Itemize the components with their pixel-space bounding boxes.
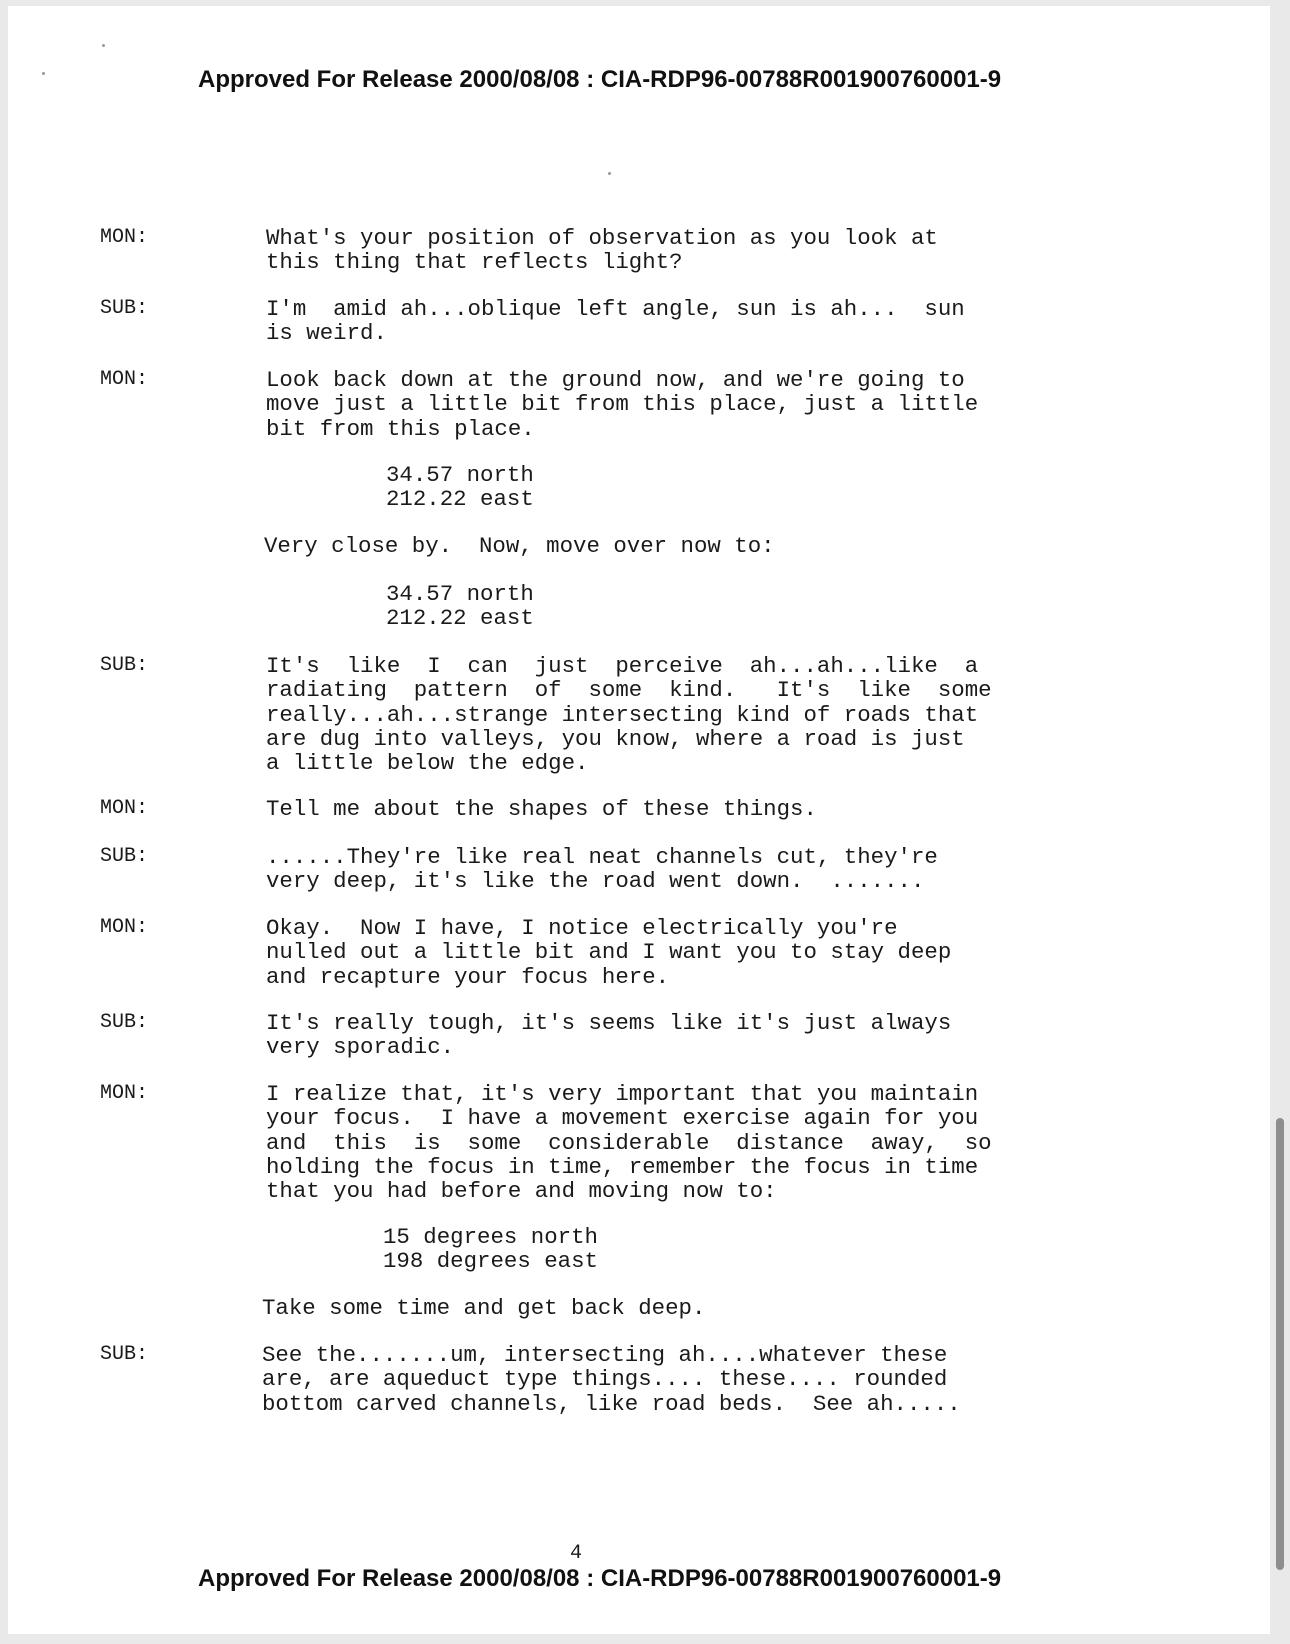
release-footer-stamp: Approved For Release 2000/08/08 : CIA-RDP96-00788R001900760001-9	[198, 1565, 1002, 1592]
dialogue-line: bit from this place.	[266, 415, 535, 442]
dialogue-line: really...ah...strange intersecting kind of roads that	[266, 701, 979, 728]
coordinate-line: 34.57 north	[386, 462, 534, 488]
dialogue-line: are dug into valleys, you know, where a road is just	[266, 725, 965, 752]
dialogue-line: I realize that, it's very important that you maintain	[266, 1081, 979, 1107]
dialogue-text	[266, 845, 1086, 894]
dialogue-line: this thing that reflects light?	[266, 249, 683, 276]
document-page	[8, 6, 1270, 1634]
dialogue-line: I'm amid ah...oblique left angle, sun is ah... sun	[266, 296, 965, 322]
scan-speck	[42, 72, 45, 75]
dialogue-line: move just a little bit from this place, just a little	[266, 391, 979, 418]
release-header-stamp: Approved For Release 2000/08/08 : CIA-RDP96-00788R001900760001-9	[198, 66, 1002, 93]
scan-speck	[102, 44, 105, 47]
coordinate-line: 198 degrees east	[383, 1248, 598, 1275]
dialogue-line: nulled out a little bit and I want you to stay deep	[266, 939, 952, 966]
coordinate-line: 212.22 east	[386, 486, 534, 513]
dialogue-text	[262, 1343, 1082, 1416]
dialogue-line: are, are aqueduct type things.... these.... rounded	[262, 1366, 948, 1393]
coordinate-line: 15 degrees north	[383, 1224, 598, 1250]
dialogue-line: very sporadic.	[266, 1034, 455, 1061]
dialogue-line: a little below the edge.	[266, 750, 589, 777]
scan-speck	[608, 172, 611, 175]
dialogue-line: your focus. I have a movement exercise again for you	[266, 1105, 979, 1132]
speaker-label: SUB:	[100, 654, 149, 677]
dialogue-line: that you had before and moving now to:	[266, 1178, 777, 1205]
dialogue-text	[266, 297, 1086, 346]
dialogue-text	[264, 534, 1084, 558]
coordinate-lines	[386, 463, 1206, 512]
speaker-label: SUB:	[100, 297, 149, 320]
dialogue-text	[266, 797, 1086, 821]
dialogue-line: It's really tough, it's seems like it's just always	[266, 1010, 952, 1036]
speaker-label: MON:	[100, 368, 149, 391]
speaker-label: MON:	[100, 916, 149, 939]
dialogue-line: very deep, it's like the road went down. .......	[266, 868, 925, 895]
dialogue-text	[266, 916, 1086, 989]
speaker-label: SUB:	[100, 1011, 149, 1034]
dialogue-line: Tell me about the shapes of these things.	[266, 796, 817, 822]
vertical-scrollbar-thumb[interactable]	[1276, 1118, 1284, 1570]
dialogue-line: and recapture your focus here.	[266, 963, 670, 990]
speaker-label: SUB:	[100, 845, 149, 868]
dialogue-line: Take some time and get back deep.	[262, 1295, 706, 1321]
dialogue-text	[266, 1082, 1086, 1203]
dialogue-text	[266, 1011, 1086, 1060]
dialogue-line: Very close by. Now, move over now to:	[264, 533, 775, 559]
dialogue-line: Look back down at the ground now, and we're going to	[266, 367, 965, 393]
dialogue-text	[266, 654, 1086, 775]
speaker-label: MON:	[100, 797, 149, 820]
dialogue-line: ......They're like real neat channels cut, they're	[266, 844, 938, 870]
dialogue-line: is weird.	[266, 320, 387, 347]
dialogue-text	[262, 1296, 1082, 1320]
speaker-label: SUB:	[100, 1343, 149, 1366]
coordinate-line: 34.57 north	[386, 581, 534, 607]
page-number: 4	[570, 1542, 583, 1565]
dialogue-line: Okay. Now I have, I notice electrically you're	[266, 915, 898, 941]
coordinate-lines	[386, 582, 1206, 631]
coordinate-line: 212.22 east	[386, 605, 534, 632]
dialogue-text	[266, 226, 1086, 275]
speaker-label: MON:	[100, 226, 149, 249]
dialogue-text	[266, 368, 1086, 441]
speaker-label: MON:	[100, 1082, 149, 1105]
dialogue-line: What's your position of observation as you look at	[266, 225, 938, 251]
coordinate-lines	[383, 1225, 1203, 1274]
dialogue-line: radiating pattern of some kind. It's like some	[266, 677, 992, 704]
dialogue-line: bottom carved channels, like road beds. See ah.....	[262, 1390, 961, 1417]
dialogue-line: and this is some considerable distance away, so	[266, 1129, 992, 1156]
dialogue-line: It's like I can just perceive ah...ah...like a	[266, 653, 979, 679]
dialogue-line: See the.......um, intersecting ah....whatever these	[262, 1342, 948, 1368]
dialogue-line: holding the focus in time, remember the focus in time	[266, 1153, 979, 1180]
